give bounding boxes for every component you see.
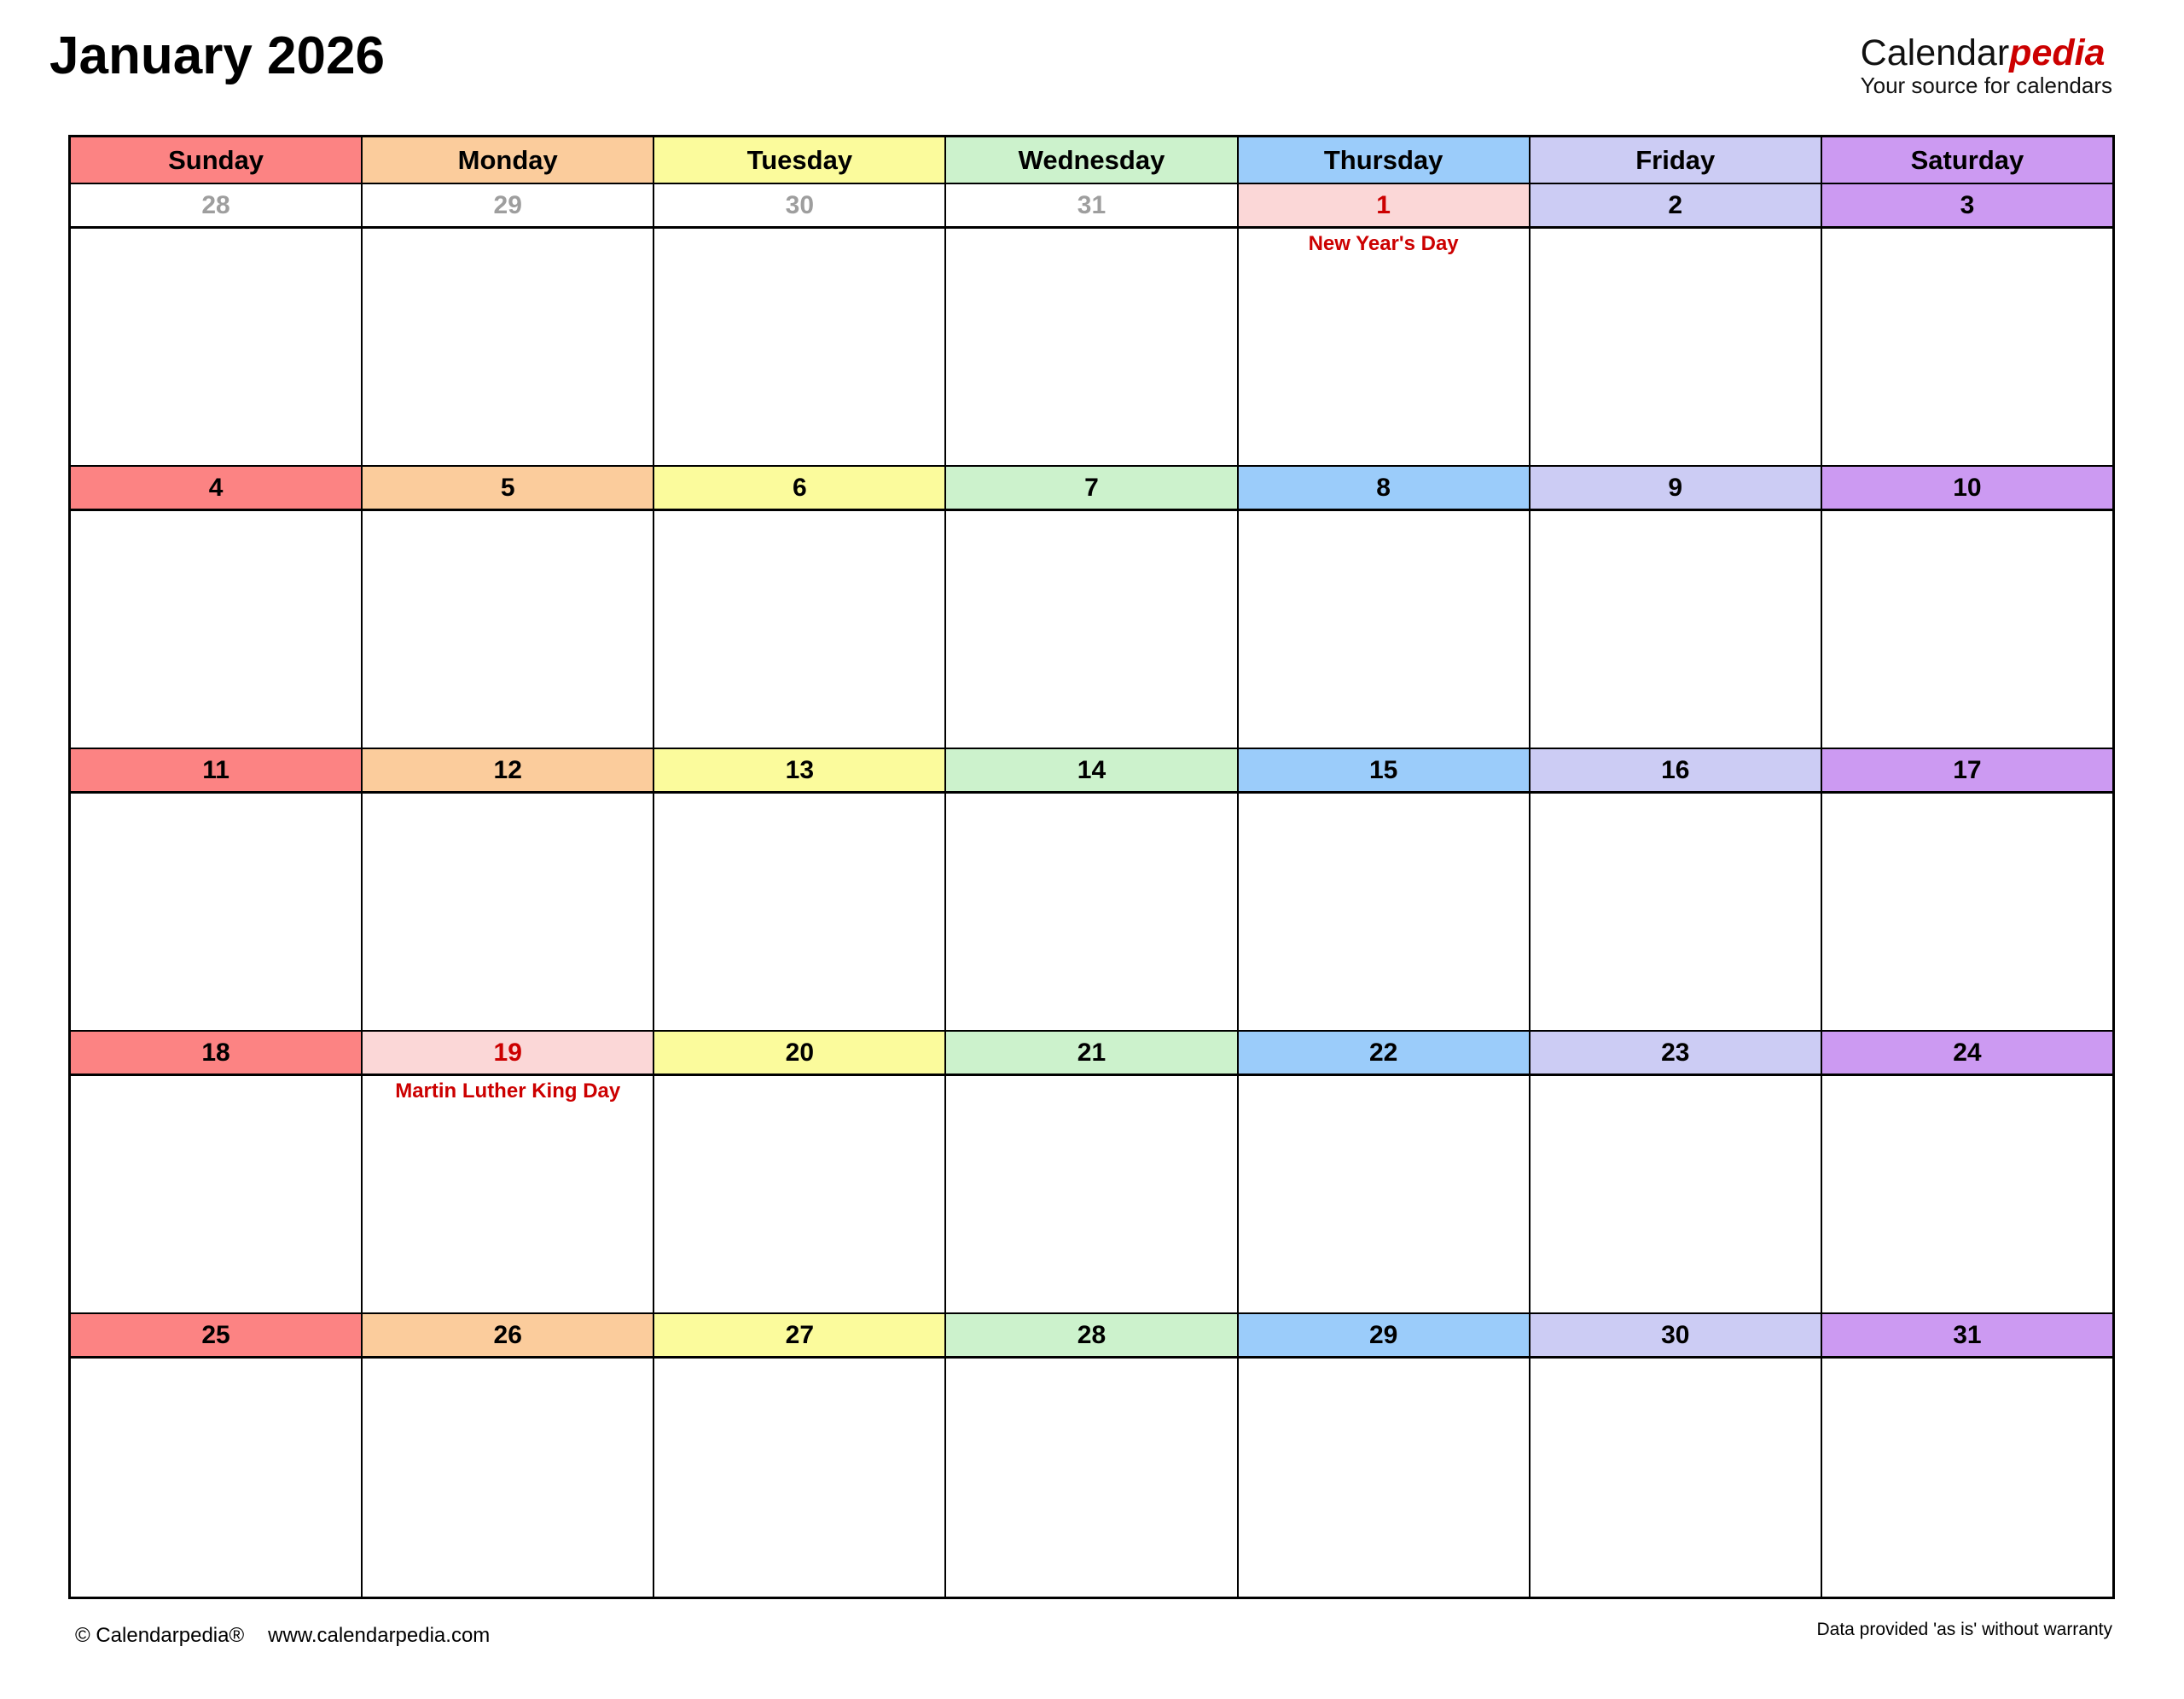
page-title: January 2026 [49,26,385,85]
day-body-cell [363,229,654,467]
logo-text-red: pedia [2009,32,2106,73]
day-body-cell [71,1359,363,1597]
logo-wordmark [1861,34,2112,73]
week-5-date-strip [71,1314,2112,1359]
day-body-cell [946,1359,1238,1597]
date-cell-jan-28: 28 [946,1314,1238,1359]
weekday-header-sunday: Sunday [71,137,363,184]
day-body-cell [1822,1359,2112,1597]
date-cell-jan-11: 11 [71,749,363,794]
date-cell-jan-12: 12 [363,749,654,794]
date-cell-jan-23: 23 [1531,1032,1822,1076]
weekday-header-row [71,137,2112,184]
weekday-header-saturday: Saturday [1822,137,2112,184]
date-cell-jan-20: 20 [654,1032,946,1076]
copyright-text: © Calendarpedia® [75,1624,245,1647]
date-cell-dec-28: 28 [71,184,363,229]
week-1-body-row [71,229,2112,467]
day-body-cell [654,511,946,749]
day-body-cell [1239,1359,1531,1597]
week-4-date-strip [71,1032,2112,1076]
day-body-cell [654,1076,946,1314]
calendar-grid [68,135,2115,1599]
day-body-cell [654,794,946,1032]
day-body-cell [946,229,1238,467]
date-cell-jan-19: 19 [363,1032,654,1076]
date-cell-jan-27: 27 [654,1314,946,1359]
day-body-cell [1239,794,1531,1032]
date-cell-jan-22: 22 [1239,1032,1531,1076]
date-cell-jan-24: 24 [1822,1032,2112,1076]
date-cell-jan-7: 7 [946,467,1238,511]
date-cell-jan-10: 10 [1822,467,2112,511]
day-body-cell [1531,794,1822,1032]
footer-disclaimer: Data provided 'as is' without warranty [1816,1620,2112,1639]
date-cell-jan-14: 14 [946,749,1238,794]
day-body-cell [1239,1076,1531,1314]
calendarpedia-logo [1861,34,2112,97]
day-body-cell [363,1359,654,1597]
day-body-cell [1531,1076,1822,1314]
date-cell-jan-30: 30 [1531,1314,1822,1359]
date-cell-jan-25: 25 [71,1314,363,1359]
date-cell-dec-30: 30 [654,184,946,229]
day-body-cell [363,511,654,749]
day-body-cell [71,794,363,1032]
date-cell-jan-3: 3 [1822,184,2112,229]
day-body-cell [1531,229,1822,467]
week-4-body-row [71,1076,2112,1314]
date-cell-jan-16: 16 [1531,749,1822,794]
week-2-date-strip [71,467,2112,511]
week-3-date-strip [71,749,2112,794]
date-cell-jan-15: 15 [1239,749,1531,794]
date-cell-jan-4: 4 [71,467,363,511]
date-cell-jan-2: 2 [1531,184,1822,229]
date-cell-jan-26: 26 [363,1314,654,1359]
date-cell-jan-29: 29 [1239,1314,1531,1359]
footer-copyright [75,1624,490,1648]
date-cell-jan-1: 1 [1239,184,1531,229]
weekday-header-thursday: Thursday [1239,137,1531,184]
date-cell-jan-13: 13 [654,749,946,794]
day-body-cell [654,1359,946,1597]
date-cell-jan-18: 18 [71,1032,363,1076]
day-body-cell [71,511,363,749]
logo-tagline: Your source for calendars [1860,73,2112,99]
day-body-cell [363,794,654,1032]
day-body-cell [946,794,1238,1032]
date-cell-jan-8: 8 [1239,467,1531,511]
date-cell-jan-6: 6 [654,467,946,511]
weekday-header-friday: Friday [1531,137,1822,184]
date-cell-jan-17: 17 [1822,749,2112,794]
logo-text-black: Calendar [1860,32,2010,73]
date-cell-dec-31: 31 [946,184,1238,229]
week-5-body-row [71,1359,2112,1597]
day-body-cell [654,229,946,467]
day-body-cell [946,511,1238,749]
day-body-cell [363,1076,654,1314]
weekday-header-tuesday: Tuesday [654,137,946,184]
date-cell-jan-31: 31 [1822,1314,2112,1359]
week-3-body-row [71,794,2112,1032]
day-body-cell [946,1076,1238,1314]
weekday-header-monday: Monday [363,137,654,184]
day-body-cell [1239,229,1531,467]
date-cell-jan-5: 5 [363,467,654,511]
day-body-cell [1822,1076,2112,1314]
day-body-cell [71,229,363,467]
day-body-cell [1822,511,2112,749]
weekday-header-wednesday: Wednesday [946,137,1238,184]
day-body-cell [1822,794,2112,1032]
day-body-cell [1239,511,1531,749]
day-body-cell [71,1076,363,1314]
website-url: www.calendarpedia.com [268,1624,491,1647]
date-cell-jan-21: 21 [946,1032,1238,1076]
holiday-label-new-years-day: New Year's Day [1308,232,1459,255]
week-2-body-row [71,511,2112,749]
day-body-cell [1531,1359,1822,1597]
date-cell-jan-9: 9 [1531,467,1822,511]
holiday-label-mlk-day: Martin Luther King Day [395,1079,621,1103]
date-cell-dec-29: 29 [363,184,654,229]
week-1-date-strip [71,184,2112,229]
day-body-cell [1822,229,2112,467]
day-body-cell [1531,511,1822,749]
